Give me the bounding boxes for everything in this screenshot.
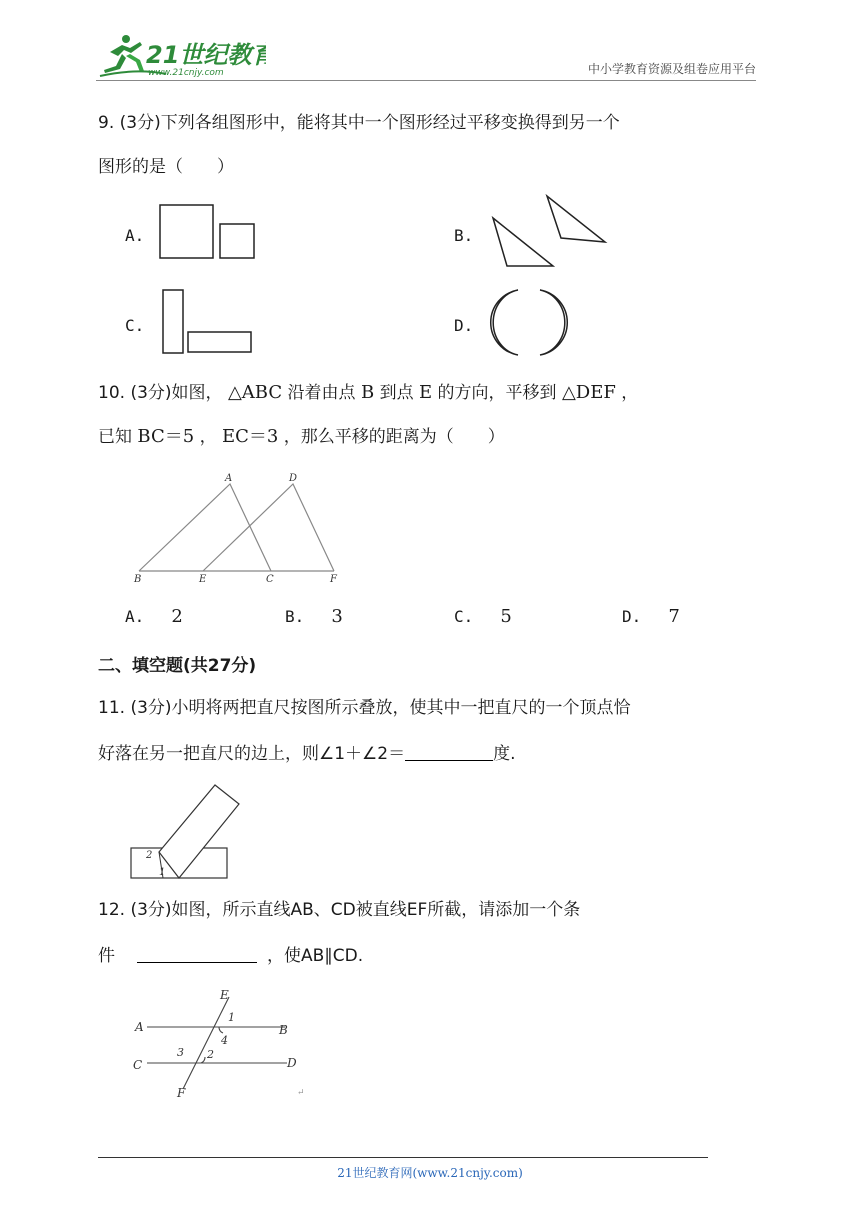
q12-label-4: 4	[221, 1034, 228, 1047]
q10-translation-figure	[125, 468, 355, 586]
q12-label-d: D	[287, 1056, 297, 1070]
q9-option-b-figure	[485, 190, 615, 275]
q9-option-c-figure	[155, 285, 265, 360]
q9-option-d-figure	[488, 285, 583, 360]
q12-return-mark: ↵	[297, 1088, 305, 1098]
q12-label-1: 1	[228, 1011, 235, 1024]
q12-line2-part-a: 件	[98, 946, 115, 966]
q11-rulers-figure	[125, 780, 245, 882]
q10-label-a: A	[225, 473, 233, 484]
q11-answer-blank[interactable]	[405, 742, 493, 761]
q12-line1: 12. (3分)如图，所示直线AB、CD被直线EF所截，请添加一个条	[98, 900, 581, 920]
q10-option-a	[125, 606, 183, 627]
q10-label-c: C	[266, 574, 274, 585]
q11-line1: 11. (3分)小明将两把直尺按图所示叠放，使其中一把直尺的一个顶点恰	[98, 698, 631, 718]
site-logo	[96, 30, 266, 80]
q10-option-d	[622, 606, 680, 627]
q9-option-a-label: A.	[125, 226, 145, 245]
q12-label-b: B	[279, 1023, 288, 1037]
q11-line2-part-b: 度.	[493, 744, 516, 764]
q10-ec-equation: EC＝3	[222, 426, 279, 447]
q11-angle-2-label: 2	[146, 850, 153, 861]
q10-separator: ，	[199, 427, 217, 447]
q10-line2	[98, 425, 505, 449]
q10-triangle-abc: △ABC	[227, 382, 283, 403]
q10-line1-part-c: 到点	[379, 383, 414, 403]
q10-option-c-letter: C.	[454, 607, 474, 626]
q10-option-b-letter: B.	[285, 607, 305, 626]
q9-option-c-label: C.	[125, 316, 145, 335]
q12-label-3: 3	[177, 1046, 184, 1059]
logo-url: www.21cnjy.com	[148, 68, 224, 78]
q10-line1	[98, 381, 638, 405]
q9-line2: 图形的是（ ）	[98, 157, 234, 177]
q10-line1-part-a: 10. (3分)如图，	[98, 383, 223, 403]
header-divider	[96, 80, 756, 81]
q12-line2	[98, 944, 363, 968]
section-2-title: 二、填空题(共27分)	[98, 656, 257, 676]
q11-line2-part-a: 好落在另一把直尺的边上，则∠1＋∠2＝	[98, 744, 406, 764]
q10-line1-part-e: ，	[621, 383, 639, 403]
q10-triangle-def: △DEF	[561, 382, 616, 403]
q12-label-e: E	[220, 988, 229, 1002]
q10-option-a-value: 2	[171, 606, 183, 627]
q12-parallel-lines-figure	[125, 985, 325, 1100]
q12-answer-blank[interactable]	[137, 944, 257, 963]
q9-option-d-label: D.	[454, 316, 474, 335]
q10-line1-part-d: 的方向，平移到	[437, 383, 557, 403]
q10-label-b: B	[134, 574, 142, 585]
q12-label-a: A	[135, 1020, 144, 1034]
q12-label-2: 2	[207, 1048, 214, 1061]
q12-label-c: C	[133, 1058, 143, 1072]
q9-option-a-figure	[150, 200, 270, 265]
q10-bc-equation: BC＝5	[137, 426, 195, 447]
logo-text: 21世纪教育	[146, 41, 266, 69]
q10-line2-part-b: ，那么平移的距离为（ ）	[283, 427, 505, 447]
q10-option-c	[454, 606, 512, 627]
q10-option-a-letter: A.	[125, 607, 145, 626]
q10-option-b	[285, 606, 343, 627]
q10-option-d-letter: D.	[622, 607, 642, 626]
q9-option-b-label: B.	[454, 226, 474, 245]
q10-line1-part-b: 沿着由点	[287, 383, 356, 403]
q11-line2	[98, 742, 516, 766]
q9-line1: 9. (3分)下列各组图形中，能将其中一个图形经过平移变换得到另一个	[98, 113, 620, 133]
q10-point-b: B	[360, 382, 375, 403]
q10-line2-part-a: 已知	[98, 427, 132, 447]
q12-line2-part-b: ，使AB∥CD.	[267, 946, 364, 966]
q10-option-c-value: 5	[500, 606, 512, 627]
q10-label-d: D	[289, 473, 298, 484]
q10-label-e: E	[199, 574, 207, 585]
footer-divider	[98, 1157, 708, 1158]
q11-angle-1-label: 1	[159, 867, 166, 878]
q12-label-f: F	[177, 1086, 186, 1100]
q10-option-b-value: 3	[331, 606, 343, 627]
q10-point-e: E	[418, 382, 433, 403]
q10-label-f: F	[330, 574, 337, 585]
q10-option-d-value: 7	[668, 606, 680, 627]
header-platform-text: 中小学教育资源及组卷应用平台	[587, 62, 756, 76]
footer-site-text[interactable]: 21世纪教育网(www.21cnjy.com)	[337, 1166, 523, 1180]
